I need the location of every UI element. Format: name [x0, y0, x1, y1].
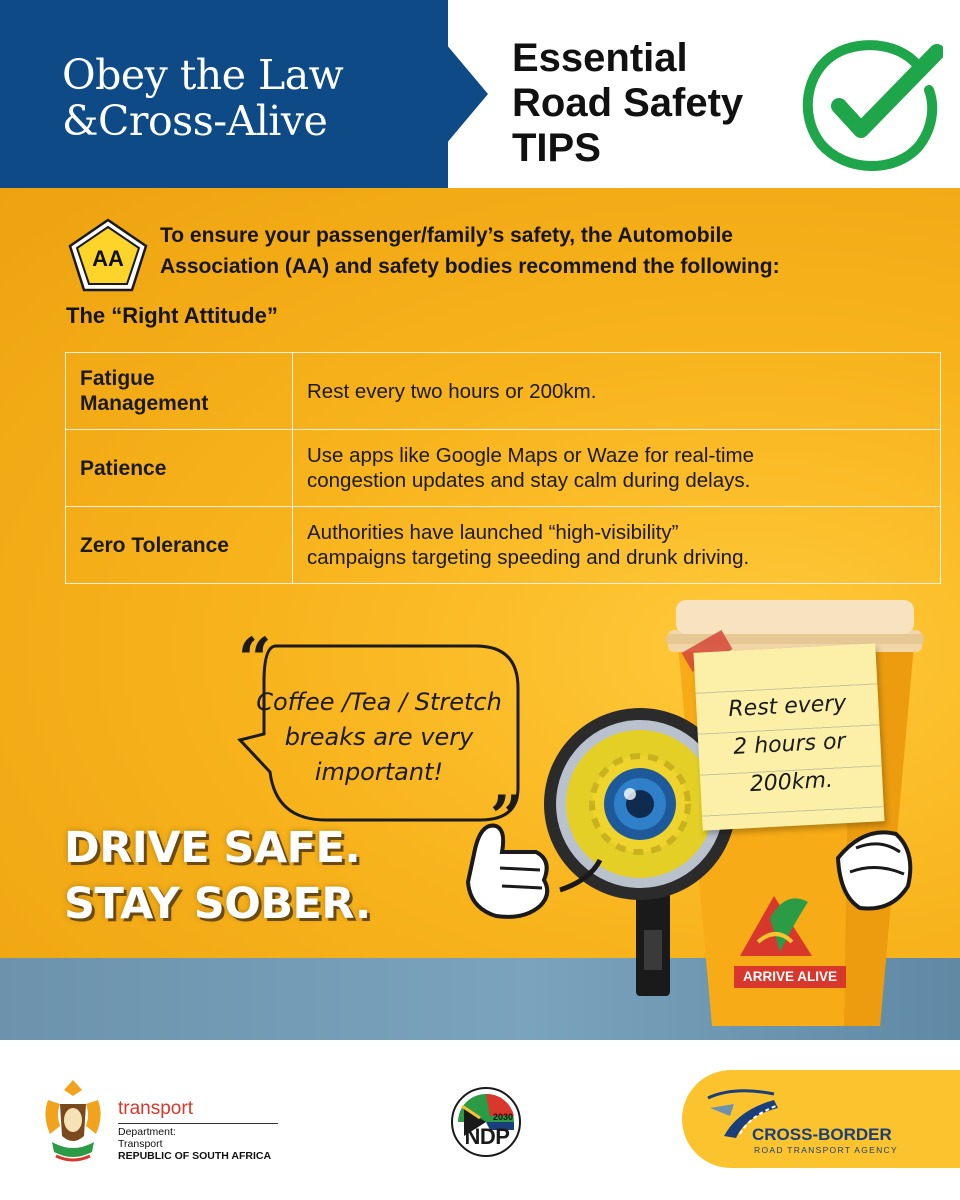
note-line-3: 200km. [749, 767, 834, 798]
tip-value-line-1: Rest every two hours or 200km. [307, 379, 597, 403]
tip-key-line-1: Patience [80, 456, 167, 480]
dept-line-3: REPUBLIC OF SOUTH AFRICA [118, 1150, 272, 1162]
slogan-text [62, 52, 343, 144]
motto-line-1: DRIVE SAFE. [64, 823, 361, 873]
tip-key-line-1: Fatigue [80, 367, 155, 390]
table-row [66, 507, 941, 584]
tip-value-line-1: Authorities have launched “high-visibility” [307, 521, 679, 544]
tip-value-line-2: campaigns targeting speeding and drunk driving. [307, 546, 750, 569]
tip-value [293, 507, 941, 584]
table-row [66, 430, 941, 507]
tip-value-line-1: Use apps like Google Maps or Waze for real-time [307, 444, 754, 467]
dept-brand: transport [118, 1098, 193, 1119]
tip-key-line-1: Zero Tolerance [80, 533, 229, 557]
intro-line-1: To ensure your passenger/family’s safety, the Automobile [160, 224, 733, 247]
cbrta-name: CROSS-BORDER [752, 1125, 892, 1144]
tips-table [65, 352, 941, 584]
tips-title [512, 36, 743, 171]
slogan-arrow [446, 44, 488, 144]
bubble-line-1: Coffee /Tea / Stretch [256, 688, 502, 716]
tip-value [293, 430, 941, 507]
dept-line-2: Transport [118, 1138, 163, 1150]
tips-title-line-1: Essential [512, 36, 688, 80]
tips-title-line-2: Road Safety [512, 81, 744, 125]
slogan-line-1: Obey the Law [62, 51, 344, 99]
table-row [66, 353, 941, 430]
note-text [696, 683, 884, 806]
slogan-line-2: &Cross-Alive [62, 97, 328, 145]
tips-title-line-3: TIPS [512, 126, 601, 170]
tip-key-line-2: Management [80, 392, 209, 415]
aa-badge-text: AA [92, 246, 124, 271]
bubble-line-3: important! [314, 758, 444, 786]
motto-line-2: STAY SOBER. [64, 879, 371, 929]
dept-info [118, 1126, 271, 1162]
ndp-text: NDP [464, 1124, 510, 1149]
tip-key [66, 430, 293, 507]
cbrta-subtitle: ROAD TRANSPORT AGENCY [754, 1145, 898, 1155]
sticky-note [693, 643, 884, 830]
motto [64, 820, 371, 932]
arrive-alive-label: ARRIVE ALIVE [734, 966, 846, 988]
section-title: The “Right Attitude” [66, 303, 278, 328]
dept-line-1: Department: [118, 1126, 176, 1138]
coat-of-arms-icon [38, 1076, 108, 1164]
ndp-year: 2030 [493, 1112, 514, 1122]
aa-badge-icon [68, 218, 148, 292]
checkmark-icon [793, 30, 943, 180]
header-banner [0, 0, 960, 188]
dept-divider [118, 1123, 278, 1124]
tip-value [293, 353, 941, 430]
intro-line-2: Association (AA) and safety bodies recommend the following: [160, 255, 780, 278]
bubble-text [240, 685, 518, 790]
tip-key [66, 353, 293, 430]
note-line-1: Rest every [727, 690, 848, 723]
quote-open-icon: “ [238, 625, 272, 693]
bubble-line-2: breaks are very [284, 723, 474, 751]
note-line-2: 2 hours or [732, 729, 847, 760]
tip-key [66, 507, 293, 584]
quote-close-icon: ” [490, 783, 524, 851]
tip-value-line-2: congestion updates and stay calm during delays. [307, 469, 751, 492]
intro-text [160, 220, 920, 282]
